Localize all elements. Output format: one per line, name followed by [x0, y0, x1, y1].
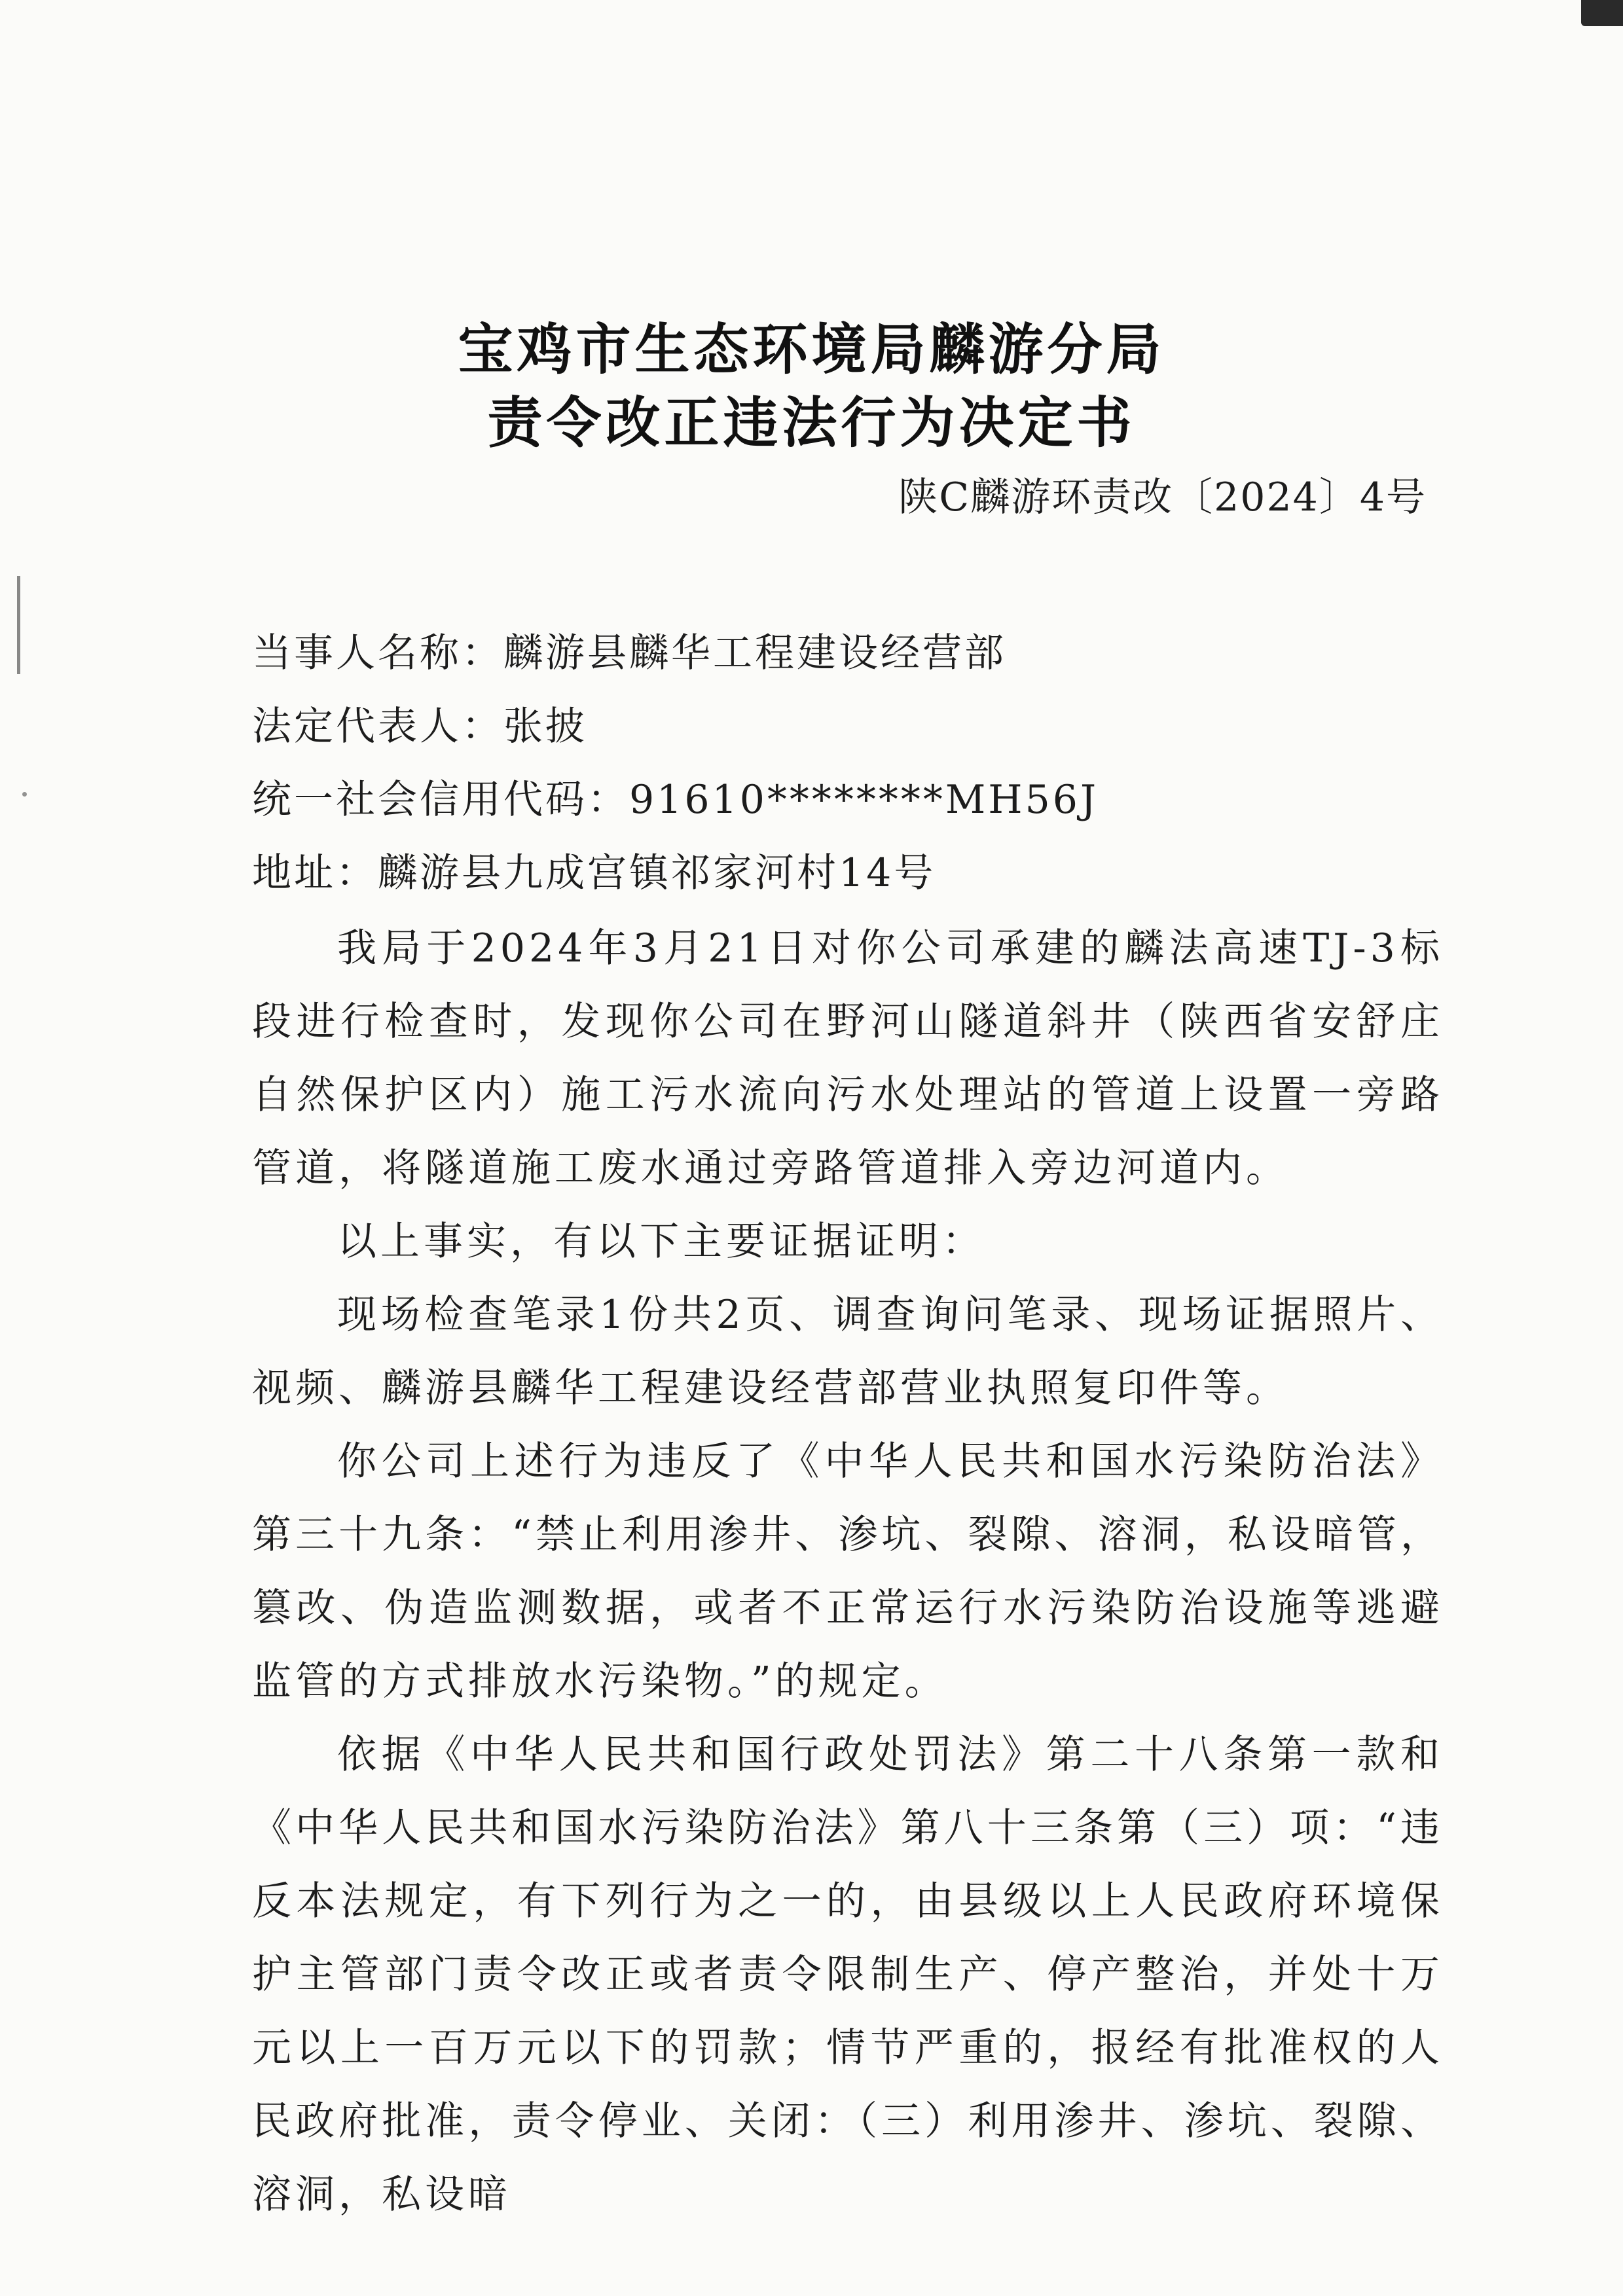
credit-code-line	[252, 763, 1444, 836]
document-number: 陕C麟游环责改〔2024〕4号	[898, 475, 1427, 520]
scan-dot-mark	[22, 792, 27, 797]
party-name-line	[252, 617, 1444, 690]
legal-rep-label: 法定代表人：	[252, 704, 503, 749]
party-name-value: 麟游县麟华工程建设经营部	[503, 630, 1006, 676]
credit-code-label: 统一社会信用代码：	[252, 777, 629, 823]
legal-basis-paragraph: 依据《中华人民共和国行政处罚法》第二十八条第一款和《中华人民共和国水污染防治法》第八十三条第（三）项：“违反本法规定，有下列行为之一的，由县级以上人民政府环境保护主管部门责令改正或者责令限制生产、停产整治，并处十万元以上一百万元以下的罚款；情节严重的，报经有批准权的人民政府批准，责令停业、关闭：（三）利用渗井、渗坑、裂隙、溶洞，私设暗	[252, 1732, 1444, 2217]
party-name-label: 当事人名称：	[252, 630, 503, 676]
inspection-findings-paragraph: 我局于2024年3月21日对你公司承建的麟法高速TJ-3标段进行检查时，发现你公司在野河山隧道斜井（陕西省安舒庄自然保护区内）施工污水流向污水处理站的管道上设置一旁路管道，将隧道施工废水通过旁路管道排入旁边河道内。	[252, 925, 1444, 1191]
decision-body	[252, 912, 1444, 2231]
scan-corner-mark	[1581, 0, 1623, 26]
party-info	[252, 617, 1444, 910]
document-title	[0, 313, 1623, 459]
title-line-2: 责令改正违法行为决定书	[487, 390, 1136, 455]
legal-rep-value: 张披	[503, 704, 587, 749]
scan-edge-mark	[17, 576, 20, 674]
violation-paragraph: 你公司上述行为违反了《中华人民共和国水污染防治法》第三十九条：“禁止利用渗井、渗坑、裂隙、溶洞，私设暗管，篡改、伪造监测数据，或者不正常运行水污染防治设施等逃避监管的方式排放水污染物。”的规定。	[252, 1439, 1444, 1704]
evidence-list-paragraph: 现场检查笔录1份共2页、调查询问笔录、现场证据照片、视频、麟游县麟华工程建设经营部营业执照复印件等。	[252, 1292, 1444, 1411]
evidence-intro-paragraph: 以上事实，有以下主要证据证明：	[337, 1219, 985, 1265]
address-line	[252, 836, 1444, 910]
credit-code-value: 91610********MH56J	[629, 777, 1099, 823]
address-value: 麟游县九成宫镇祁家河村14号	[378, 850, 936, 896]
title-line-1: 宝鸡市生态环境局麟游分局	[458, 317, 1165, 382]
legal-rep-line	[252, 690, 1444, 763]
address-label: 地址：	[252, 850, 378, 896]
